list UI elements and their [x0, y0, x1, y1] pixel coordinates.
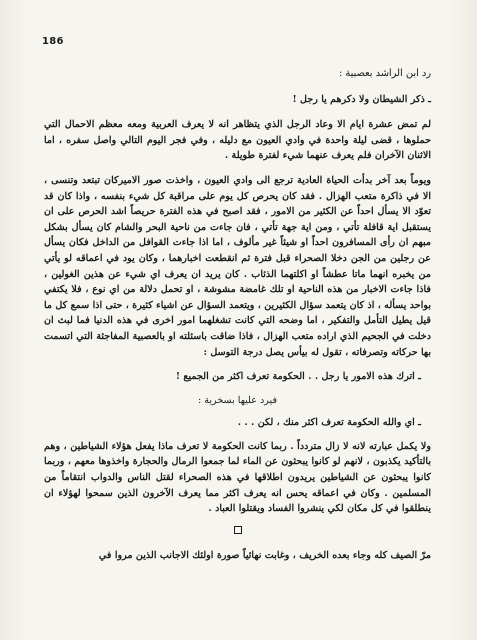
dialog-line-3: ـ اي والله الحكومة تعرف اكثر منك ، لكن . . .: [237, 417, 421, 429]
paragraph-4: مرّ الصيف كله وجاء بعده الخريف ، وغابت نهائياً صورة اولئك الاجانب الذين مروا في: [98, 549, 431, 561]
page-number: 186: [42, 36, 64, 47]
page-body: [44, 66, 431, 563]
dialog-intro: فيرد عليها بسخرية :: [197, 394, 278, 406]
paragraph-heading: رد ابن الراشد بعصبية :: [338, 68, 431, 79]
paragraph-1: لم تمض عشرة ايام الا وعاد الرجل الذي يتظاهر انه لا يعرف العربية ومعه معظم الاحمال التي حملوها ، قضى ليلة واحدة في وادي العيون مع دليله ، وفي فجر اليوم التالي واصل سفره ، اما الاثنان الآخران فلم يعرف عنهما شيء لفترة طويلة .: [44, 119, 431, 162]
dialog-line-2: ـ اترك هذه الامور يا رجل . . الحكومة تعرف اكثر من الجميع !: [175, 371, 421, 383]
dialog-line-1: ـ ذكر الشيطان ولا دكرهم يا رجل !: [292, 93, 431, 105]
paragraph-3: ولا يكمل عبارته لانه لا زال متردداً . ربما كانت الحكومة لا تعرف ماذا يفعل هؤلاء الشياطين ، وهم بالتأكيد يكذبون ، لانهم لو كانوا يبحثون عن الماء لما جمعوا الرمال والحجارة واخذوها معهم ، وربما كانوا يبحثون عن الشياطين يريدون اطلاقها في هذه الصحراء لقتل الناس والدواب انتقاماً من المسلمين . وكان في اعماقه يحس انه يعرف اكثر مما يعرف الآخرون الذين سمحوا لهؤلاء ان ينطلقوا في كل مكان لكي ينشروا الفساد ويقتلوا العباد .: [44, 440, 431, 515]
paragraph-2: ويوماً بعد آخر بدأت الحياة العادية ترجع الى وادي العيون ، واخذت صور الاميركان تبتعد وتنسى ، الا في ذاكرة متعب الهزال . فقد كان يحرص كل يوم على مراقبة كل شيء بنفسه ، واذا كان قد تعوّد الا يسأل احداً عن الكثير من الامور ، فقد اصبح في هذه الفترة حريصاً اشد الحرص على ان يستقبل اية قافلة تأتي ، ومن اية جهة تأتي ، فان جاءت من ناحية البحر والشام كان يسأل بشكل مبهم ان رأى المسافرون احداً او شيئاً غير مألوف ، اما اذا جاءت القوافل من الداخل فكان يسأل عن رجلين من الجن دخلا الصحراء قبل فترة ثم انقطعت اخبارهما ، وكان يود في اعماقه لو يأتي من يخبره انهما ماتا عطشاً او اكلتهما الذئاب . كان يريد ان يعرف اي شيء عن هذين الغولين ، فاذا جاءت الاخبار من هذه الناحية او تلك غامضة مشوشة ، او تحمل دلالة من اي نوع ، فلا يكتفي بواحد يسأله ، اذ كان يتعمد سؤال الكثيرين ، ويتعمد السؤال عن اشياء كثيرة ، حتى اذا سمع كل ما قيل يطيل التأمل والتفكير ، اما وضحه التي كانت تشغلهما امور اخرى في هذه الدنيا فما لبث ان دخلت في الجحيم الذي اراده متعب الهزال ، فاذا ضاقت باسئلته او بالعصبية المفاجئة التي اتسمت بها حركاته وتصرفاته ، تقول له بيأس يصل درجة التوسل :: [44, 174, 431, 358]
section-break-square-icon: [234, 526, 242, 534]
